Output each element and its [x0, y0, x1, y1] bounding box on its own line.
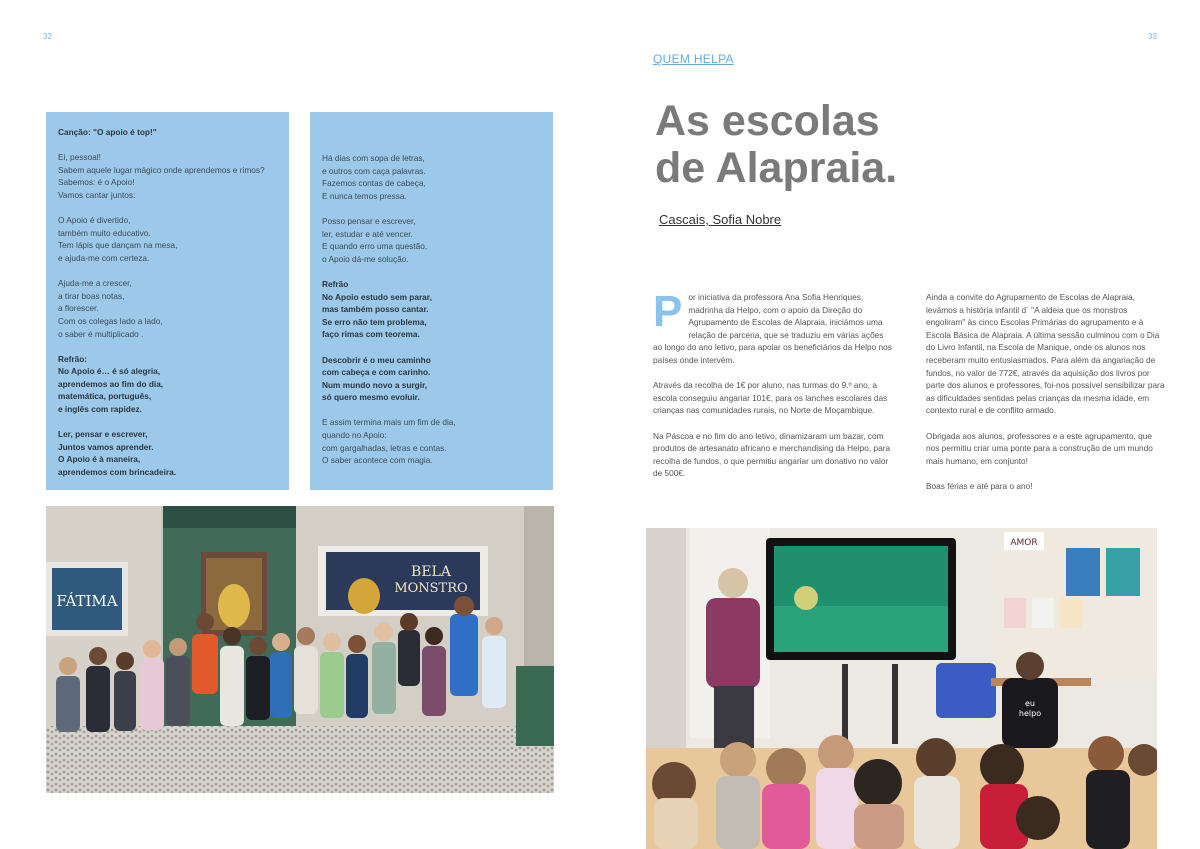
- page-number-left: 32: [43, 32, 52, 41]
- song-stanza: Ei, pessoal! Sabem aquele lugar mágico onde aprendemos e rimos? Sabemos: é o Apoio! Vamos cantar juntos:: [58, 152, 265, 200]
- poster-right-line1: BELA: [411, 564, 451, 580]
- song-stanza: Há dias com sopa de letras, e outros com caça palavras. Fazemos contas de cabeça, E nunca temos pressa.: [322, 153, 426, 201]
- song-stanza: Ajuda-me a crescer, a tirar boas notas, a florescer. Com os colegas lado a lado, o saber é multiplicado .: [58, 278, 163, 339]
- drop-cap: P: [653, 287, 683, 336]
- song-title: Canção: "O apoio é top!": [58, 127, 157, 137]
- song-stanza: Refrão: No Apoio é… é só alegria, aprendemos ao fim do dia, matemática, português, e inglês com rapidez.: [58, 353, 164, 415]
- article-byline[interactable]: Cascais, Sofia Nobre: [659, 212, 782, 227]
- article-paragraph: [653, 287, 892, 367]
- shirt-text-2: helpo: [1018, 709, 1042, 718]
- classroom-story-photo: [646, 528, 1157, 849]
- wall-sign: AMOR: [1010, 538, 1038, 548]
- group-photo-theater: [46, 506, 554, 793]
- article-first-paragraph-text: or iniciativa da professora Ana Sofia Henriques, madrinha da Helpo, com o apoio da Direção do Agrupamento de Escolas de Alapraia, iniciámos uma relação de parceria, que se traduziu em várias ações ao longo do ano letivo, para apoiar os beneficiários da Helpo nos países onde intervém.: [653, 292, 892, 365]
- song-box-right: [310, 112, 553, 490]
- article-paragraph: Na Páscoa e no fim do ano letivo, dinamizaram um bazar, com produtos de artesanato africano e merchandising da Helpo, para recolha de fundos, o que permitiu angariar um donativo no valor de 500€.: [653, 430, 891, 479]
- song-box-left: [46, 112, 289, 490]
- song-stanza: Posso pensar e escrever, ler, estudar e até vencer. E quando erro uma questão, o Apoio dá-me solução.: [322, 215, 428, 264]
- song-column-left: [58, 151, 277, 478]
- shirt-text-1: eu: [1025, 699, 1035, 708]
- song-stanza: Ler, pensar e escrever, Juntos vamos aprender. O Apoio é à maneira, aprendemos com brincadeira.: [58, 429, 177, 478]
- classroom-photo-illustration: [646, 528, 1157, 849]
- poster-right-line2: MONSTRO: [394, 581, 468, 596]
- article-column-right: [926, 291, 1165, 505]
- song-stanza: E assim termina mais um fim de dia, quando no Apoio: com gargalhadas, letras e contas. O saber acontece com magia.: [322, 417, 456, 466]
- article-paragraph: Ainda a convite do Agrupamento de Escolas de Alapraia, levámos a história infantil d´ "A aldeia que os monstros engoliram" às cinco Escolas Primárias do agrupamento e à Escola Básica de Alapraia. A última sessão culminou com o Dia do Livro Infantil, na Escola de Manique, onde os alunos nos receberam muito entusiasmados. Para além da angariação de fundos, no valor de 772€, através da aquisição dos livros por parte dos alunos e professores, foi-nos possível sensibilizar para as dificuldades sentidas pelas crianças da mesma idade, em contexto rural e de conflito armado.: [926, 292, 1165, 416]
- song-column-right: [322, 152, 541, 467]
- article-column-left: [653, 287, 892, 493]
- song-stanza: Refrão No Apoio estudo sem parar, mas também posso cantar. Se erro não tem problema, faço rimas com teorema.: [322, 278, 432, 340]
- article-paragraph: Através da recolha de 1€ por aluno, nas turmas do 9.º ano, a escola conseguiu angariar 101€, para os lanches escolares das crianças nas comunidades rurais, no Norte de Moçambique.: [653, 380, 888, 416]
- section-kicker[interactable]: QUEM HELPA: [653, 52, 734, 66]
- article-title: As escolas de Alapraia.: [655, 97, 898, 192]
- song-stanza: Descobrir é o meu caminho com cabeça e com carinho. Num mundo novo a surgir, só quero mesmo evoluir.: [322, 354, 431, 403]
- poster-left-title: FÁTIMA: [56, 592, 118, 610]
- page-number-right: 33: [1148, 32, 1157, 41]
- song-stanza: O Apoio é divertido, também muito educativo. Tem lápis que dançam na mesa, e ajuda-me com certeza.: [58, 215, 178, 263]
- article-paragraph: Boas férias e até para o ano!: [926, 480, 1033, 491]
- group-photo-illustration: [46, 506, 554, 793]
- article-paragraph: Obrigada aos alunos, professores e a este agrupamento, que nos permitiu criar uma ponte para a construção de um mundo mais humano, em conjunto!: [926, 430, 1153, 466]
